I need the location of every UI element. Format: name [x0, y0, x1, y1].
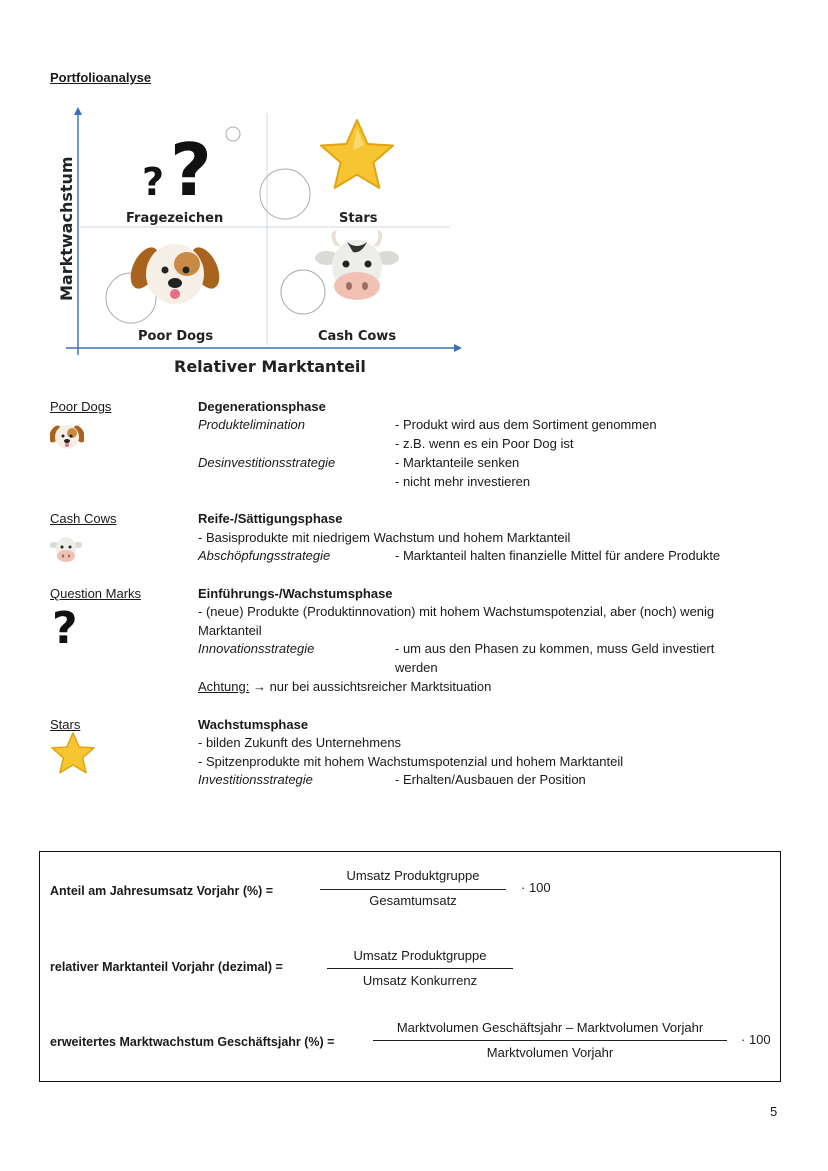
- page-number: 5: [770, 1104, 778, 1119]
- question-marks-phase: Einführungs-/Wachstumsphase: [198, 586, 393, 601]
- dog-small-icon: [50, 420, 84, 452]
- page-title: Portfolioanalyse: [50, 70, 152, 85]
- bubble-cows: [281, 270, 325, 314]
- question-marks-icon: [142, 128, 212, 212]
- portfolio-matrix: [50, 105, 470, 385]
- dog-icon: [125, 243, 225, 304]
- formula3-fraction-line: [373, 1040, 727, 1041]
- poor-dogs-heading: Poor Dogs: [50, 399, 112, 414]
- question-small-glyph: ?: [142, 160, 165, 204]
- stars-s-line1: - Erhalten/Ausbauen der Position: [395, 772, 586, 787]
- poor-dogs-strategy2: Desinvestitionsstrategie: [198, 455, 336, 470]
- quadrant-label-poor-dogs: Poor Dogs: [138, 329, 214, 344]
- quadrant-label-fragezeichen: Fragezeichen: [126, 211, 224, 226]
- poor-dogs-s1-line2: - z.B. wenn es ein Poor Dog ist: [395, 436, 574, 451]
- cash-cows-strategy: Abschöpfungsstrategie: [198, 548, 331, 563]
- question-small-icon: ?: [52, 603, 78, 654]
- formula1-numerator: Umsatz Produktgruppe: [346, 868, 480, 883]
- question-marks-desc-line1: - (neue) Produkte (Produktinnovation) mit hohem Wachstumspotenzial, aber (noch) wenig: [198, 604, 715, 619]
- cash-cows-desc: - Basisprodukte mit niedrigem Wachstum und hohem Marktanteil: [198, 530, 571, 545]
- formula1-factor: · 100: [521, 880, 551, 895]
- star-small-icon: [50, 731, 96, 777]
- x-axis-arrow: [454, 344, 462, 352]
- y-axis-label: Marktwachstum: [57, 156, 76, 301]
- question-marks-s-line2: werden: [395, 660, 438, 675]
- question-marks-desc-line2: Marktanteil: [198, 623, 262, 638]
- stars-strategy: Investitionsstrategie: [198, 772, 313, 787]
- stars-heading: Stars: [50, 717, 81, 732]
- formula3-numerator: Marktvolumen Geschäftsjahr – Marktvolumen Vorjahr: [396, 1020, 704, 1035]
- formula2-numerator: Umsatz Produktgruppe: [353, 948, 487, 963]
- matrix-canvas: [50, 105, 470, 385]
- note-label: Achtung:: [198, 679, 250, 694]
- poor-dogs-phase: Degenerationsphase: [198, 399, 326, 414]
- cash-cows-phase: Reife-/Sättigungsphase: [198, 511, 343, 526]
- formula3-factor: · 100: [741, 1032, 771, 1047]
- bubble-small: [226, 127, 240, 141]
- question-marks-heading: Question Marks: [50, 586, 142, 601]
- formula2-denominator: Umsatz Konkurrenz: [362, 973, 478, 988]
- cash-cows-heading: Cash Cows: [50, 511, 117, 526]
- axes: [66, 107, 462, 355]
- cash-cows-s-line1: - Marktanteil halten finanzielle Mittel für andere Produkte: [395, 548, 721, 563]
- formula1-denominator: Gesamtumsatz: [369, 893, 457, 908]
- y-axis-arrow: [74, 107, 82, 115]
- stars-phase: Wachstumsphase: [198, 717, 309, 732]
- question-big-glyph: ?: [170, 128, 212, 212]
- x-axis-label: Relativer Marktanteil: [174, 357, 366, 376]
- formula3-denominator: Marktvolumen Vorjahr: [486, 1045, 614, 1060]
- formula2-fraction-line: [327, 968, 513, 969]
- quadrant-label-cash-cows: Cash Cows: [318, 329, 397, 344]
- star-icon: [321, 120, 393, 188]
- poor-dogs-strategy1: Produktelimination: [198, 417, 305, 432]
- poor-dogs-s1-line1: - Produkt wird aus dem Sortiment genommen: [395, 417, 657, 432]
- stars-desc-line2: - Spitzenprodukte mit hohem Wachstumspotenzial und hohem Marktanteil: [198, 754, 624, 769]
- question-marks-strategy: Innovationsstrategie: [198, 641, 315, 656]
- formula2-label: relativer Marktanteil Vorjahr (dezimal) =: [50, 960, 283, 974]
- formula3-label: erweitertes Marktwachstum Geschäftsjahr (%) =: [50, 1035, 335, 1049]
- stars-desc-line1: - bilden Zukunft des Unternehmens: [198, 735, 402, 750]
- formula1-fraction-line: [320, 889, 506, 890]
- poor-dogs-s2-line1: - Marktanteile senken: [395, 455, 520, 470]
- note-text: → nur bei aussichtsreicher Marktsituation: [252, 679, 492, 694]
- poor-dogs-s2-line2: - nicht mehr investieren: [395, 474, 531, 489]
- cow-icon: [315, 230, 399, 300]
- question-marks-note: [198, 678, 491, 696]
- formula1-label: Anteil am Jahresumsatz Vorjahr (%) =: [50, 884, 274, 898]
- cow-small-icon: [50, 533, 82, 565]
- quadrant-label-stars: Stars: [339, 211, 378, 226]
- question-marks-s-line1: - um aus den Phasen zu kommen, muss Geld investiert: [395, 641, 715, 656]
